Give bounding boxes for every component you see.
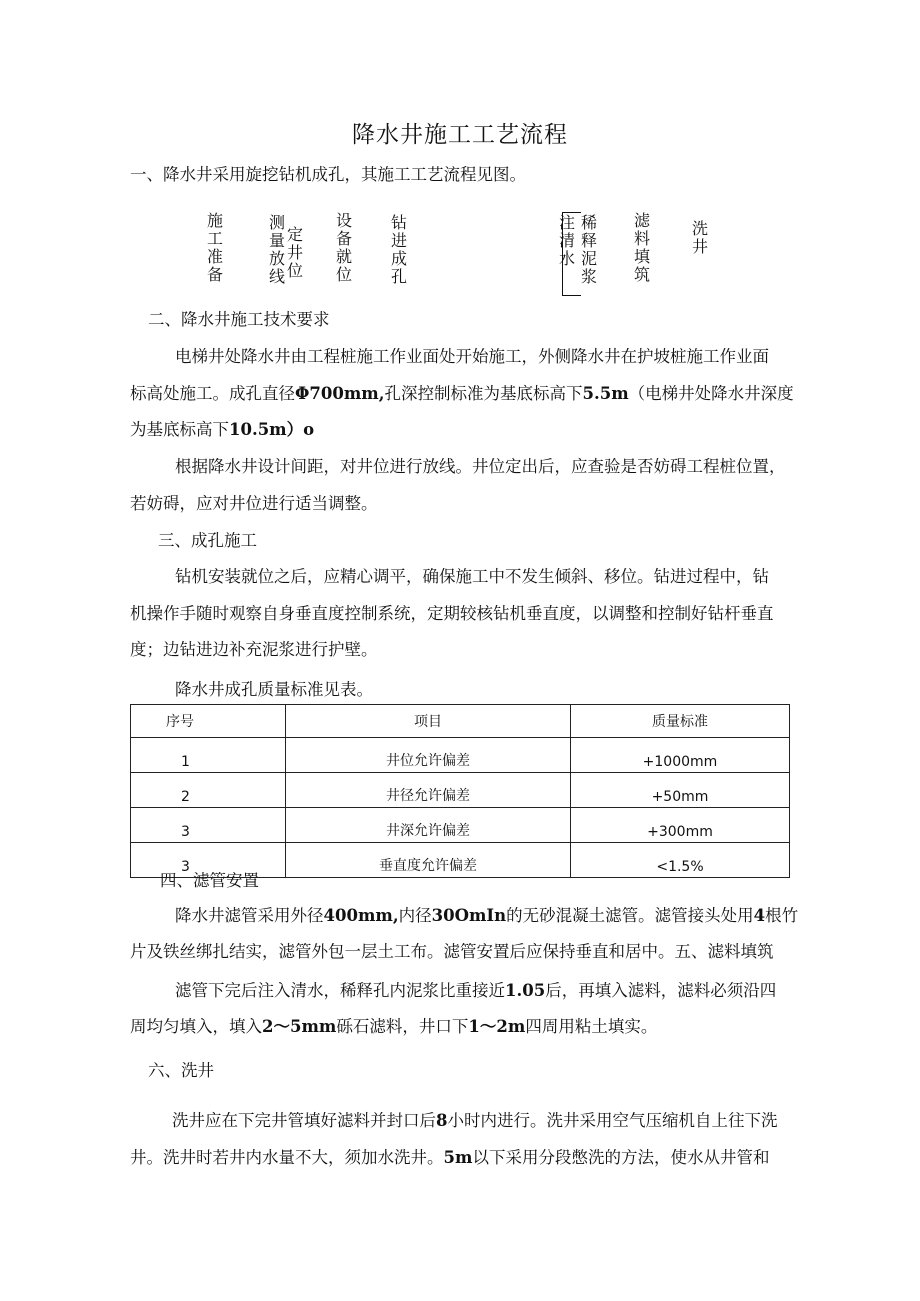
flow-step-filter: 滤料填筑 (633, 211, 650, 284)
section-6-heading: 六、洗井 (148, 1061, 214, 1080)
text: 滤管下完后注入清水，稀释孔内泥浆比重接近 (175, 981, 505, 1000)
text: 以下采用分段憋洗的方法，使水从井管和 (472, 1148, 770, 1167)
depth-threshold-value: 5m (443, 1148, 473, 1167)
flow-step-locate: 定井位 (286, 225, 303, 280)
text: 降水井滤管采用外径 (175, 906, 324, 925)
text: 小时内进行。洗井采用空气压缩机自上往下洗 (447, 1111, 778, 1130)
table-cell: 3 (131, 843, 286, 878)
text: （电梯井处降水井深度 (628, 384, 794, 403)
table-row (131, 808, 790, 843)
section-3-heading: 三、成孔施工 (158, 531, 257, 550)
table-header-row (131, 705, 790, 738)
diameter-value: Φ700mm, (295, 384, 385, 403)
text: 井。洗井时若井内水量不大，须加水洗井。 (130, 1148, 444, 1167)
table-caption: 降水井成孔质量标准见表。 (175, 680, 373, 699)
text: 根竹 (765, 906, 799, 925)
flow-step-dilute: 稀释泥浆 (580, 213, 597, 286)
paragraph-5-line-1 (175, 981, 776, 1001)
elevator-depth-value: 10.5m）o (229, 420, 315, 439)
text: 标高处施工。成孔直径 (130, 384, 295, 403)
text: 周均匀填入，填入 (130, 1017, 262, 1036)
table-cell: +50mm (571, 773, 790, 808)
text: 的无砂混凝土滤管。滤管接头处用 (506, 906, 754, 925)
paragraph-4-line-1 (175, 906, 798, 926)
table-cell: +300mm (571, 808, 790, 843)
table-cell: 垂直度允许偏差 (286, 843, 571, 878)
paragraph-2-line-1: 根据降水井设计间距，对井位进行放线。井位定出后，应查验是否妨碍工程桩位置， (175, 457, 786, 476)
table-cell: 井径允许偏差 (286, 773, 571, 808)
table-cell: <1.5% (571, 843, 790, 878)
flow-step-drill: 钻进成孔 (390, 213, 407, 286)
paragraph-4-line-2: 片及铁丝绑扎结实，滤管外包一层土工布。滤管安置后应保持垂直和居中。五、滤料填筑 (130, 942, 774, 961)
depth-value: 5.5m (582, 384, 629, 403)
paragraph-6-line-1 (172, 1111, 777, 1131)
text: 孔深控制标准为基底标高下 (384, 384, 583, 403)
text: 洗井应在下完井管填好滤料并封口后 (172, 1111, 436, 1130)
flow-step-prepare: 施工准备 (206, 211, 223, 284)
text: 为基底标高下 (130, 420, 229, 439)
table-row (131, 738, 790, 773)
hours-value: 8 (436, 1111, 448, 1130)
paragraph-3-line-1: 钻机安装就位之后，应精心调平，确保施工中不发生倾斜、移位。钻进过程中，钻 (175, 567, 769, 586)
paragraph-5-line-2 (130, 1017, 657, 1037)
paragraph-3-line-2: 机操作手随时观察自身垂直度控制系统，定期较核钻机垂直度，以调整和控制好钻杆垂直 (130, 604, 774, 623)
table-row (131, 773, 790, 808)
table-cell: 2 (131, 773, 286, 808)
text: 后，再填入滤料，滤料必须沿四 (545, 981, 777, 1000)
flow-step-survey: 测量放线 (268, 213, 285, 286)
quality-table (130, 704, 790, 878)
text: 四周用粘土填实。 (525, 1017, 658, 1036)
text: 内径 (398, 906, 432, 925)
flow-step-inject: 注清水 (558, 213, 575, 268)
clay-depth-value: 1～2m (468, 1017, 526, 1036)
section-1-heading: 一、降水井采用旋挖钻机成孔，其施工工艺流程见图。 (130, 165, 526, 184)
table-cell: 井位允许偏差 (286, 738, 571, 773)
table-cell: 井深允许偏差 (286, 808, 571, 843)
table-cell: +1000mm (571, 738, 790, 773)
section-2-heading: 二、降水井施工技术要求 (148, 310, 330, 329)
inner-diameter-value: 30OmIn (431, 906, 507, 925)
paragraph-1-line-3 (130, 420, 314, 440)
section-4-heading: 四、滤管安置 (160, 871, 259, 890)
paragraph-6-line-2 (130, 1148, 769, 1168)
header-cell: 项目 (286, 705, 571, 738)
outer-diameter-value: 400mm, (323, 906, 399, 925)
header-cell: 质量标准 (571, 705, 790, 738)
table-cell: 1 (131, 738, 286, 773)
flow-step-wash: 洗井 (691, 219, 708, 256)
flow-step-equipment: 设备就位 (335, 211, 352, 284)
paragraph-1-line-2 (130, 384, 794, 404)
paragraph-2-line-2: 若妨碍，应对井位进行适当调整。 (130, 494, 378, 513)
table-cell: 3 (131, 808, 286, 843)
page-title: 降水井施工工艺流程 (352, 122, 568, 148)
header-cell: 序号 (131, 705, 286, 738)
bamboo-count: 4 (753, 906, 766, 925)
paragraph-3-line-3: 度；边钻进边补充泥浆进行护壁。 (130, 640, 378, 659)
gravel-size-value: 2～5mm (262, 1017, 337, 1036)
paragraph-1-line-1: 电梯井处降水井由工程桩施工作业面处开始施工，外侧降水井在护坡桩施工作业面 (175, 347, 769, 366)
text: 砾石滤料，井口下 (336, 1017, 469, 1036)
density-value: 1.05 (505, 981, 546, 1000)
